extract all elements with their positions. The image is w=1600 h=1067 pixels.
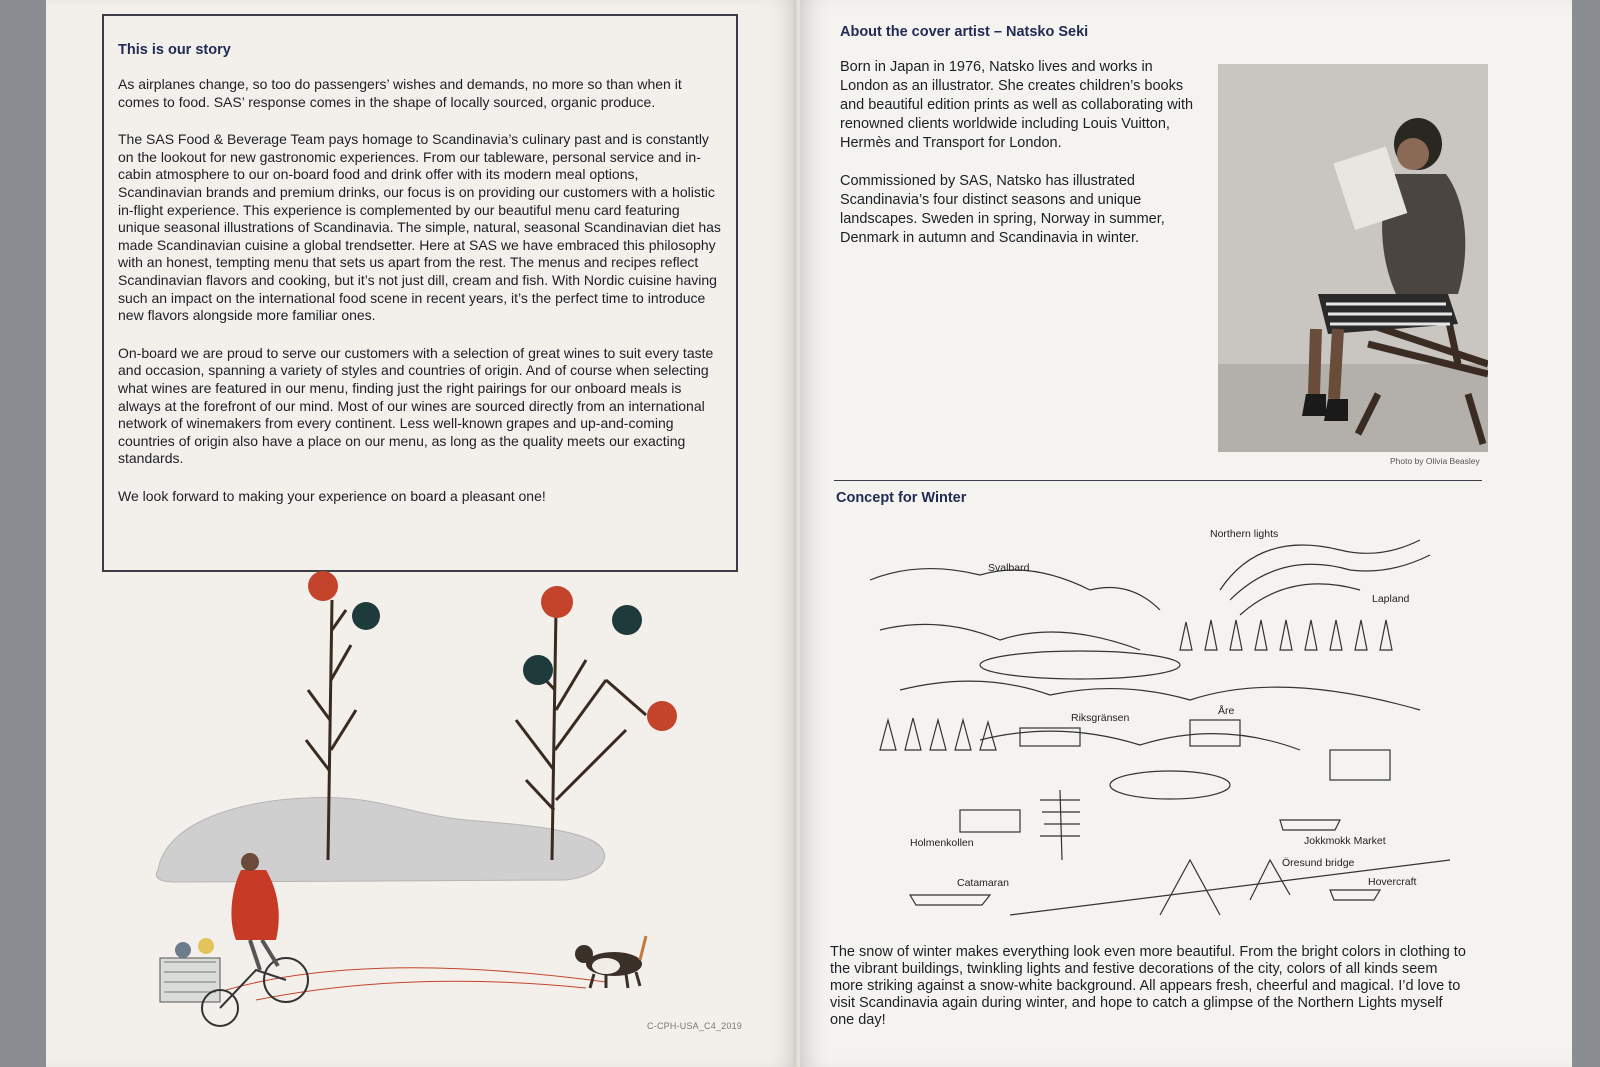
photo-credit: Photo by Olivia Beasley [1390,456,1480,466]
about-paragraph-1: Born in Japan in 1976, Natsko lives and works in London as an illustrator. She creates children’s books and beautiful edition prints as well as collaborating with renowned clients worldwide including Louis Vuitton, Hermès and Transport for London. [840,59,1194,151]
winter-illustration [46,570,798,1067]
map-label-lapland: Lapland [1372,593,1410,605]
snow-hill [156,797,604,882]
right-page [800,0,1572,1067]
map-label-oresund: Öresund bridge [1282,857,1355,869]
ornament-green [352,602,380,630]
story-paragraph-2: The SAS Food & Beverage Team pays homage to Scandinavia’s culinary past and is constantly on the lookout for new gastronomic experiences. From our tableware, personal service and in-cabin atmosphere to our on-board food and drink offer with its modern meal options, Scandinavian brands and premium drinks, our focus is on providing our customers with a holistic in-flight experience. This experience is complemented by our beautiful menu card featuring unique seasonal illustrations of Scandinavia. The simple, natural, seasonal Scandinavian diet has made Scandinavian cuisine a global trendsetter. Here at SAS we have embraced this philosophy with an honest, tempting menu that sets us apart from the rest. The menus and recipes reflect Scandinavian flavors and cooking, but it’s not just dill, cream and fish. With Nordic cuisine having such an impact on the international food scene in recent years, it’s the perfect time to introduce new flavors alongside more familiar ones. [118,131,721,324]
winter-concept-text: The snow of winter makes everything look even more beautiful. From the bright colors in clothing to the vibrant buildings, twinkling lights and festive decorations of the city, colors of all kinds seem more striking against a snow-white background. All appears fresh, cheerful and magical. I’d love to visit Scandinavia again during winter, and hope to catch a glimpse of the Northern Lights myself one day! [830,944,1466,1028]
map-label-riksgransen: Riksgränsen [1071,712,1130,724]
story-paragraph-3: On-board we are proud to serve our customers with a selection of great wines to suit every taste and occasion, spanning a variety of styles and countries of origin. And of course when selecting what wines are featured in our menu, finding just the right pairings for our onboard meals is always at the forefront of our mind. Most of our wines are sourced directly from an international network of winemakers from every continent. Less well-known grapes and up-and-coming countries of origin also have a place on our menu, as long as the quality meets our exacting standards. [118,344,714,467]
story-paragraph-4: We look forward to making your experience on board a pleasant one! [118,487,546,504]
ornament-red [647,701,677,731]
about-text [840,58,1200,267]
section-divider [834,480,1482,481]
ornament-red [308,571,338,601]
story-paragraph-1: As airplanes change, so too do passengers’ wishes and demands, no more so than when it comes to food. SAS’ response comes in the shape of locally sourced, organic produce. [118,76,682,110]
left-page [46,0,798,1067]
map-label-hovercraft: Hovercraft [1368,876,1417,888]
story-box [102,14,738,572]
map-label-jokkmokk: Jokkmokk Market [1304,835,1386,847]
map-label-svalbard: Svalbard [988,562,1030,574]
bare-tree-right [516,610,646,860]
about-paragraph-2: Commissioned by SAS, Natsko has illustrated Scandinavia’s four distinct seasons and unique landscapes. Sweden in spring, Norway in summer, Denmark in autumn and Scandinavia in winter. [840,173,1165,246]
artist-photo [1218,64,1488,452]
map-label-are: Åre [1218,705,1235,717]
about-title: About the cover artist – Natsko Seki [840,24,1089,40]
concept-title: Concept for Winter [836,490,967,506]
ornament-green [523,655,553,685]
winter-concept-sketch [860,520,1450,940]
map-label-catamaran: Catamaran [957,877,1009,889]
print-code: C-CPH-USA_C4_2019 [647,1021,742,1031]
ornament-green [612,605,642,635]
ornament-red [541,586,573,618]
story-title: This is our story [118,42,231,58]
map-label-holmenkollen: Holmenkollen [910,837,974,849]
map-label-northern-lights: Northern lights [1210,528,1279,540]
dog [575,936,646,988]
